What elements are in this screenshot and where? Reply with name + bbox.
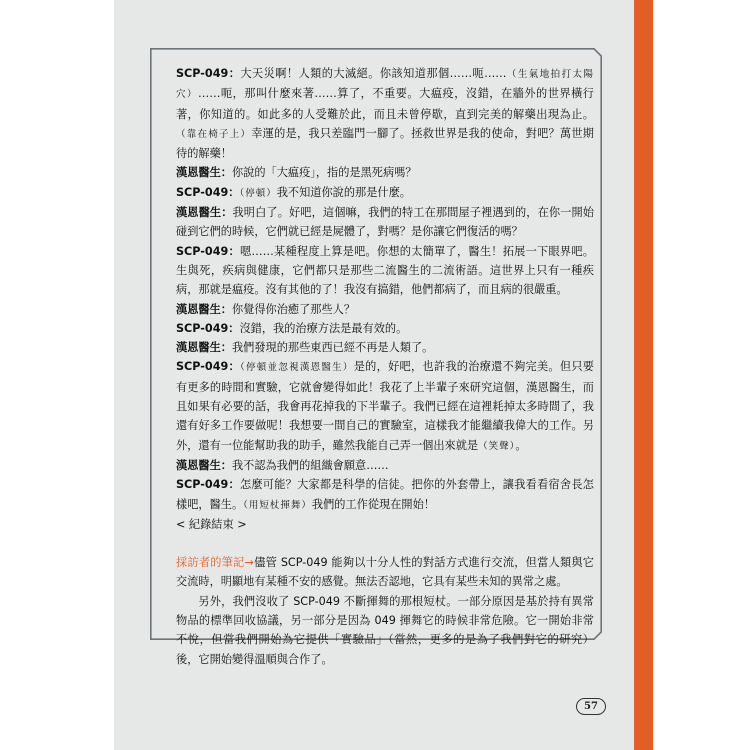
orange-edge-bar (634, 0, 653, 750)
stage-direction: （笑聲） (478, 440, 516, 452)
speaker-name: SCP-049： (176, 360, 240, 374)
page-number: 57 (576, 698, 606, 715)
dialogue-line (176, 357, 594, 455)
speaker-name: SCP-049： (176, 67, 241, 80)
line-text: 我不認為我們的組織會願意…… (231, 458, 389, 472)
speaker-name: 漢恩醫生： (176, 341, 232, 355)
speaker-name: SCP-049： (176, 185, 240, 199)
note-paragraph-2: 另外，我們沒收了 SCP-049 不斷揮舞的那根短杖。一部分原因是基於持有異常物品的標準回收協議，另一部分是因為 049 揮舞它的時候非常危險。它一開始非常不悅，但當我們開始為它提供「實驗品」（當然，更多的是為了我們對它的研究）後，它開始變得溫順與合作了。 (176, 594, 594, 666)
stage-direction: （生氣地拍打太陽穴） (176, 69, 594, 101)
line-text: 大天災啊！人類的大滅絕。你該知道那個……呃…… (240, 67, 507, 80)
line-text: 我明白了。好吧，這個嘛，我們的特工在那間屋子裡遇到的，在你一開始碰到它們的時候，它們就已經是屍體了，對嗎？是你讓它們復活的嗎？ (176, 206, 594, 239)
dialogue-line (176, 300, 594, 319)
speaker-name: 漢恩醫生： (176, 206, 233, 220)
stage-direction: （停頓） (239, 187, 277, 199)
line-text: 我們發現的那些東西已經不再是人類了。 (231, 341, 434, 355)
interview-log (176, 64, 594, 515)
body-text (176, 64, 594, 669)
line-text: 嗯……某種程度上算是吧。你想的太簡單了，醫生！拓展一下眼界吧。生與死，疾病與健康，它們都只是那些二流醫生的二流術語。這世界上只有一種疾病，那就是瘟疫。沒有其他的了！我沒有搞錯，他們都病了，而且病的很嚴重。 (176, 244, 594, 297)
dialogue-line (176, 183, 594, 203)
note-text: 儘管 SCP-049 能夠以十分人性的對話方式進行交流，但當人類與它交流時，明顯地有某種不安的感覺。無法否認地，它具有某些未知的異常之處。 (176, 556, 594, 589)
record-end-marker: < 紀錄結束 > (176, 517, 247, 531)
line-text: 是的，好吧，也許我的治療還不夠完美。但只要有更多的時間和實驗，它就會變得如此！我花了上半輩子來研究這個，漢恩醫生，而且如果有必要的話，我會再花掉我的下半輩子。我們已經在這裡耗掉太多時間了，我還有好多工作要做呢！我想要一間自己的實驗室，這樣我才能繼續我偉大的工作。另外，還有一位能幫助我的助手，雖然我能自己弄一個出來就是 (176, 360, 594, 452)
speaker-name: 漢恩醫生： (176, 458, 232, 472)
stage-direction: （停頓並忽視漢恩醫生） (240, 362, 354, 374)
line-text: 我們的工作從現在開始！ (311, 497, 435, 511)
line-text: 你說的「大瘟疫」，指的是黑死病嗎？ (231, 166, 417, 180)
speaker-name: SCP-049： (176, 244, 240, 258)
line-text: 怎麼可能？大家都是科學的信徒。把你的外套帶上，讓我看看宿舍長怎樣吧，醫生。 (176, 478, 594, 511)
line-text: 沒錯，我的治療方法是最有效的。 (239, 321, 408, 335)
stage-direction: （用短杖揮舞） (243, 499, 312, 511)
speaker-name: SCP-049： (176, 478, 240, 492)
speaker-name: 漢恩醫生： (176, 302, 232, 316)
speaker-name: 漢恩醫生： (176, 166, 232, 180)
line-text: 你覺得你治癒了那些人？ (231, 302, 356, 316)
dialogue-line (176, 338, 594, 357)
note-label: 採訪者的筆記→ (176, 556, 254, 570)
dialogue-line (176, 64, 594, 163)
line-text: ……呃，那叫什麼來著……算了，不重要。大瘟疫，沒錯，在牆外的世界橫行著，你知道的。如此多的人受難於此，而且未曾停歇，直到完美的解藥出現為止。 (176, 87, 594, 121)
dialogue-line (176, 456, 594, 475)
line-text: 幸運的是，我只差臨門一腳了。拯救世界是我的使命，對吧？萬世期待的解藥！ (176, 126, 594, 161)
dialogue-line (176, 475, 594, 515)
dialogue-line (176, 203, 594, 242)
line-text: 。 (515, 438, 527, 452)
dialogue-line (176, 242, 594, 300)
interviewer-note-paragraph (176, 553, 594, 592)
dialogue-line (176, 319, 594, 338)
line-text: 我不知道你說的那是什麼。 (276, 185, 411, 199)
dialogue-line (176, 163, 594, 182)
stage-direction: （靠在椅子上） (176, 128, 252, 140)
speaker-name: SCP-049： (176, 321, 240, 335)
